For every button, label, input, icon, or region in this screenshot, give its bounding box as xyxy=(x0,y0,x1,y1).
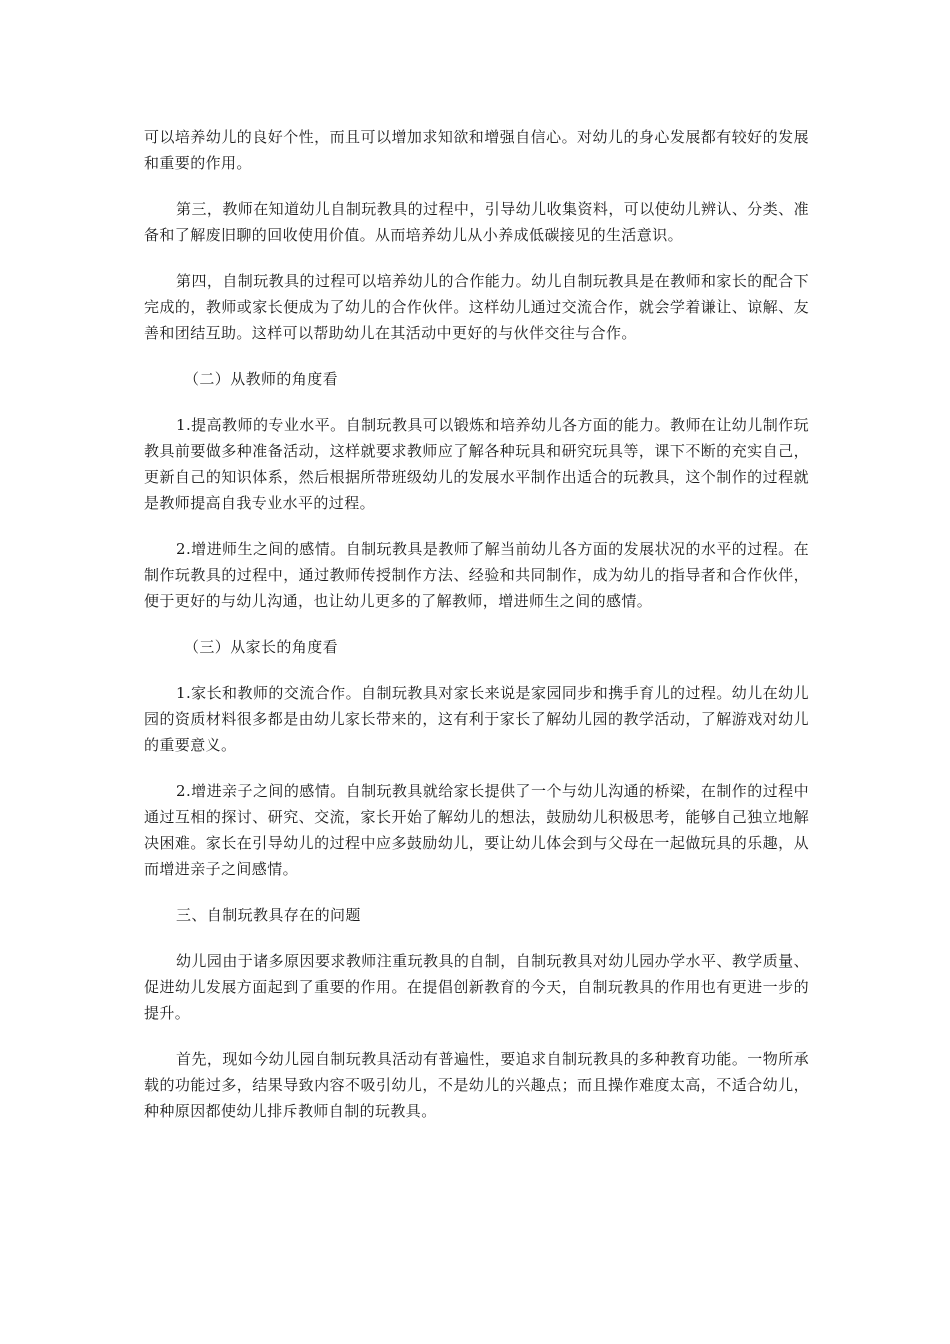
paragraph-problems-first: 首先，现如今幼儿园自制玩教具活动有普遍性，要追求自制玩教具的多种教育功能。一物所承载的功能过多，结果导致内容不吸引幼儿，不是幼儿的兴趣点；而且操作难度太高，不适合幼儿，种种原因都使幼儿排斥教师自制的玩教具。 xyxy=(144,1050,809,1120)
paragraph-teacher-professional-level: 1.提高教师的专业水平。自制玩教具可以锻炼和培养幼儿各方面的能力。教师在让幼儿制作玩教具前要做多种准备活动，这样就要求教师应了解各种玩具和研究玩具等，课下不断的充实自己，更新自己的知识体系，然后根据所带班级幼儿的发展水平制作出适合的玩教具，这个制作的过程就是教师提高自我专业水平的过程。 xyxy=(144,416,809,512)
paragraph-third-point: 第三，教师在知道幼儿自制玩教具的过程中，引导幼儿收集资料，可以使幼儿辨认、分类、准备和了解废旧聊的回收使用价值。从而培养幼儿从小养成低碳接见的生活意识。 xyxy=(144,200,809,244)
paragraph-continuation: 可以培养幼儿的良好个性，而且可以增加求知欲和增强自信心。对幼儿的身心发展都有较好的发展和重要的作用。 xyxy=(144,128,809,172)
paragraph-parent-child-relationship: 2.增进亲子之间的感情。自制玩教具就给家长提供了一个与幼儿沟通的桥梁，在制作的过程中通过互相的探讨、研究、交流，家长开始了解幼儿的想法，鼓励幼儿积极思考，能够自己独立地解决困难。家长在引导幼儿的过程中应多鼓励幼儿，要让幼儿体会到与父母在一起做玩具的乐趣，从而增进亲子之间感情。 xyxy=(144,782,809,878)
paragraph-parent-teacher-cooperation: 1.家长和教师的交流合作。自制玩教具对家长来说是家园同步和携手育儿的过程。幼儿在幼儿园的资质材料很多都是由幼儿家长带来的，这有利于家长了解幼儿园的教学活动，了解游戏对幼儿的重要意义。 xyxy=(144,684,809,754)
subheading-teacher-perspective: （二）从教师的角度看 xyxy=(184,370,339,388)
paragraph-problems-intro: 幼儿园由于诸多原因要求教师注重玩教具的自制，自制玩教具对幼儿园办学水平、教学质量、促进幼儿发展方面起到了重要的作用。在提倡创新教育的今天，自制玩教具的作用也有更进一步的提升。 xyxy=(144,952,809,1022)
subheading-parent-perspective: （三）从家长的角度看 xyxy=(184,638,339,656)
paragraph-teacher-student-relationship: 2.增进师生之间的感情。自制玩教具是教师了解当前幼儿各方面的发展状况的水平的过程。在制作玩教具的过程中，通过教师传授制作方法、经验和共同制作，成为幼儿的指导者和合作伙伴，便于更好的与幼儿沟通，也让幼儿更多的了解教师，增进师生之间的感情。 xyxy=(144,540,809,610)
paragraph-fourth-point: 第四，自制玩教具的过程可以培养幼儿的合作能力。幼儿自制玩教具是在教师和家长的配合下完成的，教师或家长便成为了幼儿的合作伙伴。这样幼儿通过交流合作，就会学着谦让、谅解、友善和团结互助。这样可以帮助幼儿在其活动中更好的与伙伴交往与合作。 xyxy=(144,272,809,342)
section-heading-problems: 三、自制玩教具存在的问题 xyxy=(176,906,361,924)
document-body xyxy=(144,124,809,1144)
